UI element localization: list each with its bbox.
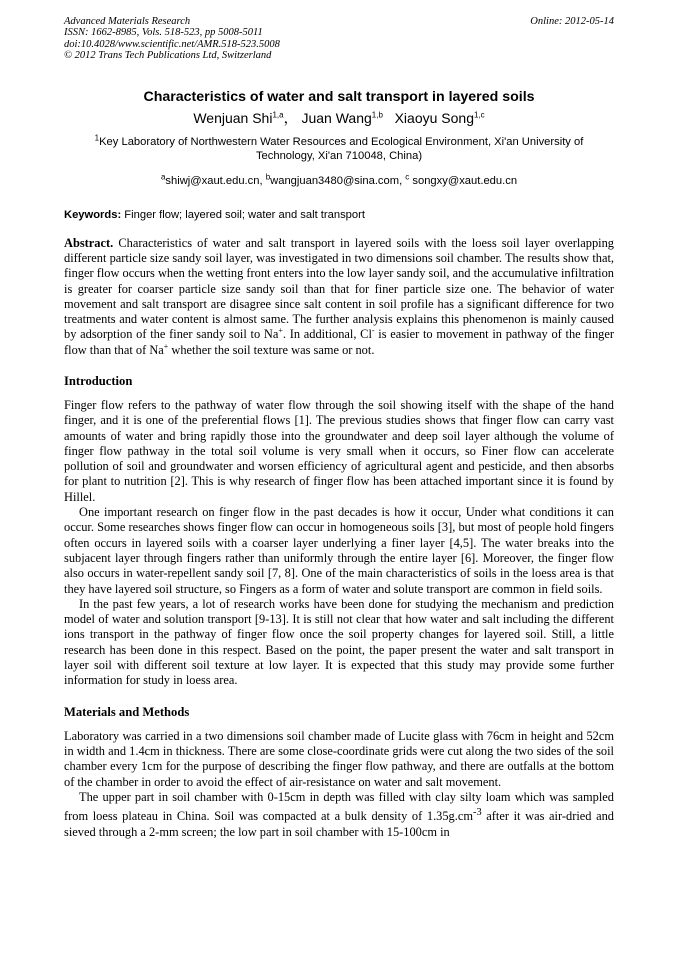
email-mark: a bbox=[160, 171, 166, 181]
methods-section bbox=[64, 729, 614, 840]
email-address[interactable]: wangjuan3480@sina.com, bbox=[270, 174, 406, 187]
ion-charge: - bbox=[371, 326, 375, 336]
keywords-label: Keywords: bbox=[64, 208, 122, 221]
section-heading-introduction: Introduction bbox=[64, 374, 133, 388]
paragraph-text: The upper part in soil chamber with 0-15cm in depth was filled with clay silty loam which was sampled from loess plateau in China. Soil was compacted at a bulk density of 1.35g.cm bbox=[64, 789, 614, 824]
doi-line[interactable]: doi:10.4028/www.scientific.net/AMR.518-523.5008 bbox=[64, 38, 280, 50]
author-name: Juan Wang bbox=[301, 109, 372, 126]
email-address[interactable]: songxy@xaut.edu.cn bbox=[409, 174, 518, 187]
abstract-text: Characteristics of water and salt transport in layered soils with the loess soil layer overlapping different particle size sandy soil layer, was investigated in two dimensions soil chamber. The results show that, finger flow occurs when the wetting front enters into the low layer sandy soil, and the accumulative infiltration is greater for coarser particle size sandy soil than that for finer particle size one. The behavior of water movement and salt transport are disagree since salt content in soil profile has a significant difference for two treatments and water content is almost same. The further analysis explains this phenomenon is mainly caused by adsorption of the finer sandy soil to Na bbox=[64, 235, 614, 342]
abstract-label: Abstract. bbox=[64, 235, 114, 250]
author-affiliation-mark: 1,b bbox=[371, 109, 383, 119]
email-address[interactable]: shiwj@xaut.edu.cn, bbox=[165, 174, 266, 187]
paragraph bbox=[64, 790, 614, 840]
journal-header bbox=[64, 16, 614, 62]
paragraph-text: after it was air-dried and sieved through a 2-mm screen; the low part in soil chamber with 15-100cm in bbox=[64, 809, 614, 839]
abstract bbox=[64, 236, 614, 358]
affiliation-mark: 1 bbox=[94, 132, 100, 142]
author-affiliation-mark: 1,a bbox=[272, 109, 284, 119]
keywords-text: Finger flow; layered soil; water and salt transport bbox=[121, 208, 365, 221]
author-name: Wenjuan Shi bbox=[193, 109, 273, 126]
ion-charge: + bbox=[278, 326, 283, 336]
abstract-text: . In additional, Cl bbox=[282, 327, 372, 342]
paragraph: One important research on finger flow in the past decades is how it occur, Under what conditions it can occur. Some researches shows finger flow can occur in homogeneous soils [3], but most of people hold fingers often occurs in layered soils with a coarser layer underlying a finer layer [4,5]. The water breaks into the subjacent layer through fingers rather than uniformly through the entire layer [6]. Moreover, the finger flow also occurs in water-repellent sandy soil [7, 8]. One of the main characteristics of soils in the loess area is that they have layered soil structure, so Fingers as a form of water and solute transport are common in field soils. bbox=[64, 505, 614, 596]
author-list bbox=[64, 109, 614, 127]
abstract-text: is easier to movement in pathway of the finger flow than that of Na bbox=[64, 327, 614, 357]
journal-name: Advanced Materials Research bbox=[64, 16, 191, 27]
email-mark: b bbox=[265, 171, 271, 181]
ion-charge: + bbox=[163, 341, 169, 351]
author-affiliation-mark: 1,c bbox=[474, 109, 485, 119]
paper-title: Characteristics of water and salt transport in layered soils bbox=[143, 88, 535, 105]
introduction-section bbox=[64, 398, 614, 689]
email-list bbox=[64, 171, 614, 188]
abstract-text: whether the soil texture was same or not. bbox=[168, 342, 375, 357]
online-date: Online: 2012-05-14 bbox=[530, 16, 614, 27]
affiliation-text: Key Laboratory of Northwestern Water Resources and Ecological Environment, Xi'an University of Technology, Xi'an 710048, China) bbox=[99, 135, 584, 163]
paragraph: In the past few years, a lot of research works have been done for studying the mechanism and prediction model of water and solution transport [9-13]. It is still not clear that how water and salt including the different ions transport in the pathway of finger flow once the soil property changes for layered soil. Still, a little research has been done in this respect. Based on the point, the paper present the water and salt transport in layer soil with different soil texture at low layer. It is expected that this study may provide some further information for study in loess area. bbox=[64, 596, 614, 688]
issn-line: ISSN: 1662-8985, Vols. 518-523, pp 5008-5011 bbox=[64, 27, 263, 39]
email-mark: c bbox=[405, 171, 410, 181]
keywords bbox=[64, 208, 614, 222]
paragraph: Laboratory was carried in a two dimensions soil chamber made of Lucite glass with 76cm in height and 52cm in width and 1.4cm in thickness. There are some close-coordinate grids were cut along the two sides of the soil chamber every 1cm for the purpose of describing the finger flow pathway, and there are outfalls at the bottom of the chamber in order to avoid the effect of air-resistance on water and salt movement. bbox=[64, 728, 614, 789]
unit-exponent: -3 bbox=[473, 807, 482, 819]
affiliation bbox=[64, 132, 614, 164]
paragraph: Finger flow refers to the pathway of water flow through the soil showing itself with the shape of the hand finger, and it is one of the preferential flows [1]. The previous studies shows that finger flow can carry vast amounts of water and bring rapidly those into the groundwater and deep soil layer although the volume of finger flow pathway in the total soil volume is very small when it occurs, so Finer flow can accelerate pollution of soil and groundwater and worsen efficiency of agricultural agent and pesticide, and then absorbs for plant to nutrition [2]. This is why research of finger flow has been attached important since it is found by Hillel. bbox=[64, 398, 614, 504]
author-name: Xiaoyu Song bbox=[394, 109, 474, 126]
section-heading-methods: Materials and Methods bbox=[64, 704, 190, 719]
author-separator: ， bbox=[283, 109, 298, 126]
copyright-line: © 2012 Trans Tech Publications Ltd, Switzerland bbox=[64, 50, 272, 62]
